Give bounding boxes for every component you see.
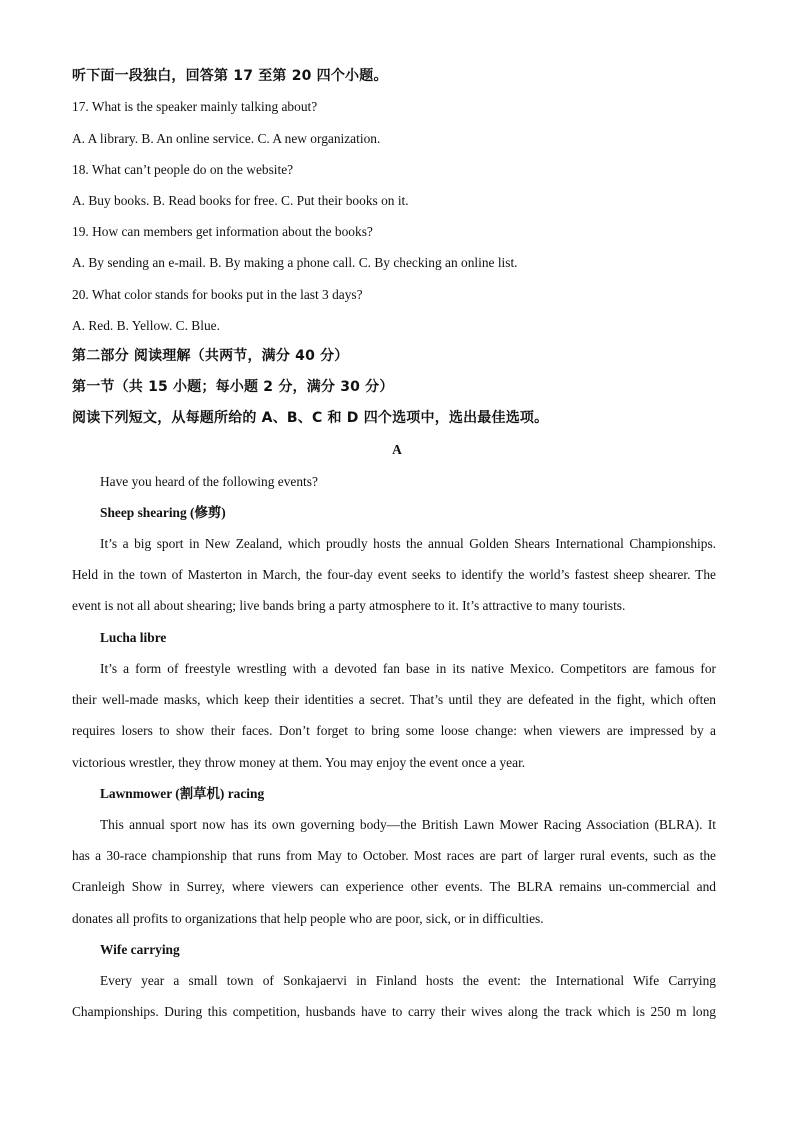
event-line: their well-made masks, which keep their identities a secret. That’s until they are defeated in the fight, which often: [72, 692, 716, 707]
event-line: Held in the town of Masterton in March, the four-day event seeks to identify the world’s fastest sheep shearer. The: [72, 567, 716, 582]
reading-instruction: 阅读下列短文，从每题所给的 A、B、C 和 D 四个选项中，选出最佳选项。: [72, 410, 549, 426]
passage-label: A: [392, 442, 402, 457]
question-18: 18. What can’t people do on the website?: [72, 162, 294, 177]
event-line: victorious wrestler, they throw money at them. You may enjoy the event once a year.: [72, 755, 526, 770]
event-line: donates all profits to organizations that help people who are poor, sick, or in difficulties.: [72, 911, 544, 926]
event-line: Cranleigh Show in Surrey, where viewers can experience other events. The BLRA remains un-commercial and: [72, 879, 716, 894]
question-19-options: A. By sending an e-mail. B. By making a phone call. C. By checking an online list.: [72, 255, 518, 270]
question-19: 19. How can members get information about the books?: [72, 224, 373, 239]
event-title-sheep-shearing: Sheep shearing (修剪): [100, 505, 226, 520]
reading-section-title: 第一节（共 15 小题；每小题 2 分，满分 30 分）: [72, 379, 394, 395]
question-18-options: A. Buy books. B. Read books for free. C. Put their books on it.: [72, 193, 409, 208]
question-20: 20. What color stands for books put in the last 3 days?: [72, 287, 363, 302]
listening-instruction: 听下面一段独白，回答第 17 至第 20 四个小题。: [72, 68, 388, 84]
event-line: It’s a big sport in New Zealand, which proudly hosts the annual Golden Shears International Championships.: [100, 536, 716, 551]
event-line: requires losers to show their faces. Don’t forget to bring some loose change: when viewers are impressed by a: [72, 723, 716, 738]
question-20-options: A. Red. B. Yellow. C. Blue.: [72, 318, 220, 333]
event-line: This annual sport now has its own governing body—the British Lawn Mower Racing Association (BLRA). It: [100, 817, 716, 832]
reading-part-title: 第二部分 阅读理解（共两节，满分 40 分）: [72, 348, 349, 364]
event-line: has a 30-race championship that runs from May to October. Most races are part of larger rural events, such as the: [72, 848, 716, 863]
question-17-options: A. A library. B. An online service. C. A new organization.: [72, 131, 381, 146]
event-title-lawnmower-racing: Lawnmower (割草机) racing: [100, 786, 265, 801]
passage-intro: Have you heard of the following events?: [100, 474, 318, 489]
event-line: event is not all about shearing; live bands bring a party atmosphere to it. It’s attractive to many tourists.: [72, 598, 626, 613]
question-17: 17. What is the speaker mainly talking about?: [72, 99, 318, 114]
event-title-lucha-libre: Lucha libre: [100, 630, 167, 645]
event-line: Every year a small town of Sonkajaervi in Finland hosts the event: the International Wife Carrying: [100, 973, 716, 988]
event-line: It’s a form of freestyle wrestling with a devoted fan base in its native Mexico. Competitors are famous for: [100, 661, 716, 676]
event-line: Championships. During this competition, husbands have to carry their wives along the track which is 250 m long: [72, 1004, 716, 1019]
event-title-wife-carrying: Wife carrying: [100, 942, 180, 957]
